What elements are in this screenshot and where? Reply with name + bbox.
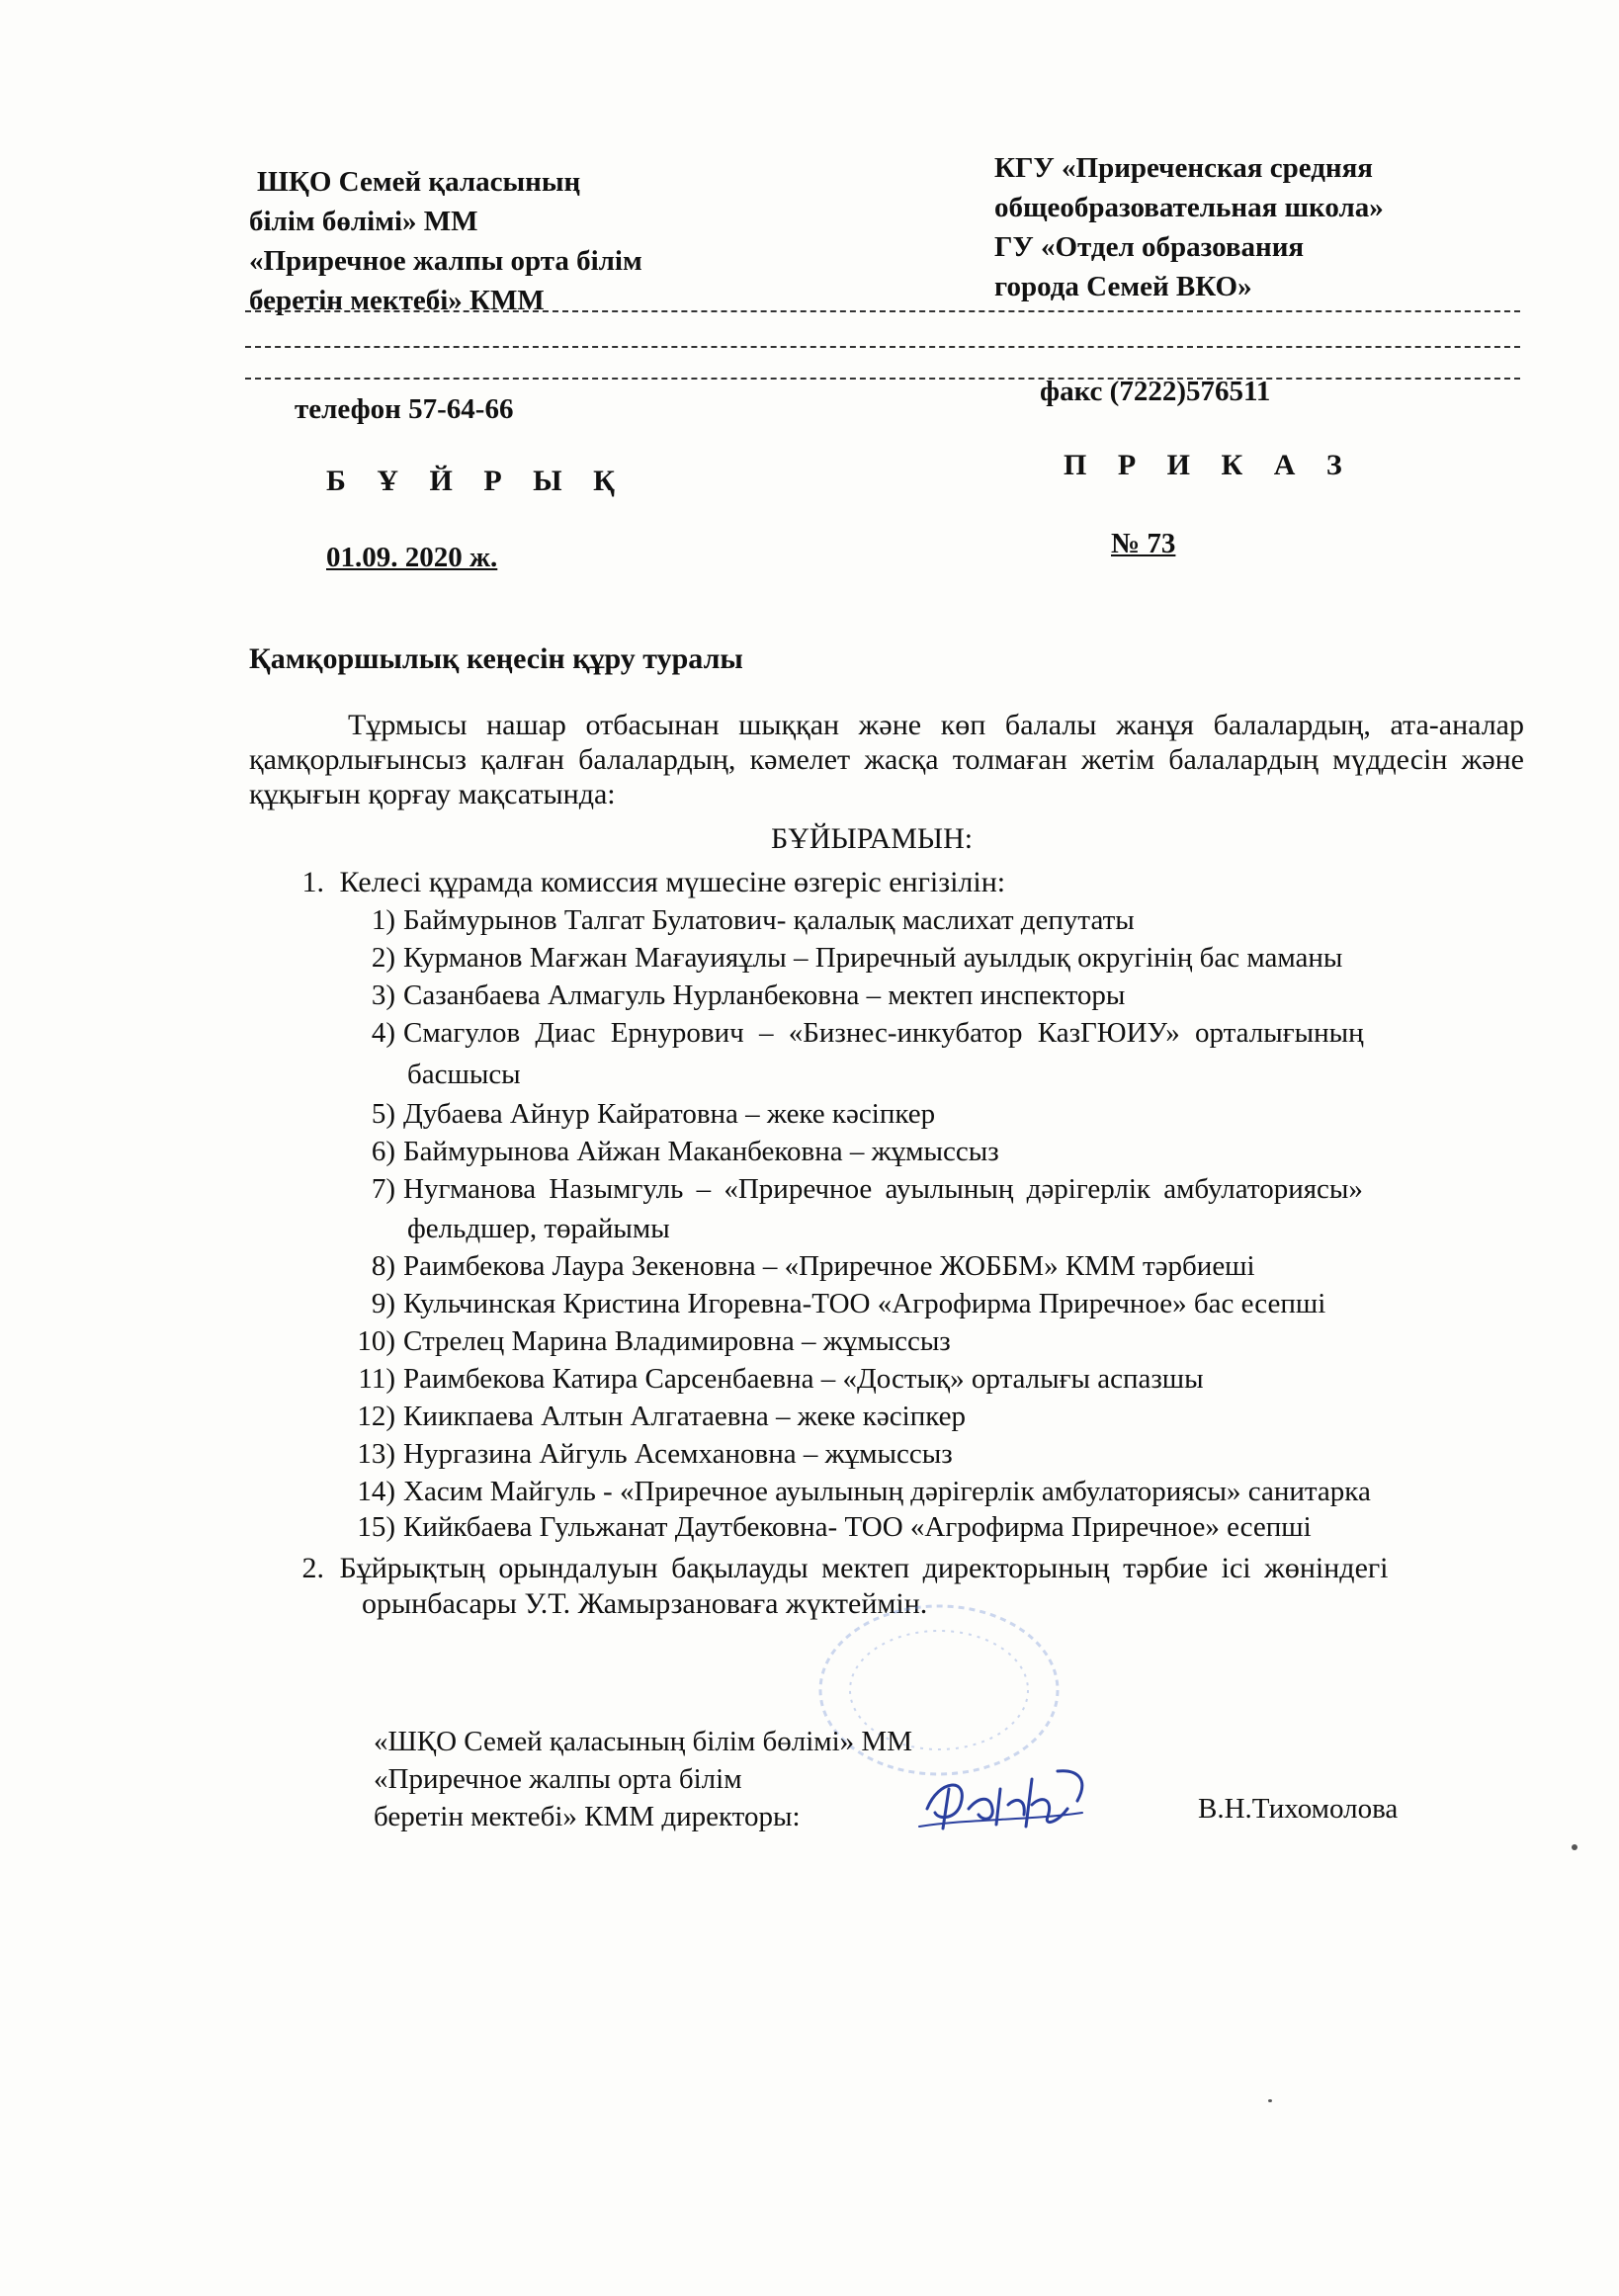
header-right-line: города Семей ВКО»	[994, 271, 1252, 302]
member-number: 4)	[371, 1017, 395, 1049]
signature-org-line2: «Приречное жалпы орта білім	[374, 1763, 742, 1795]
header-left-line: «Приречное жалпы орта білім	[249, 245, 642, 277]
member-text: Нугманова Назымгуль – «Приречное ауылының дәрігерлік амбулаториясы»	[403, 1173, 1363, 1205]
member-text: Курманов Мағжан Мағауияұлы – Приречный ауылдық округінің бас маманы	[403, 942, 1343, 974]
scan-speck	[1268, 2099, 1272, 2102]
item-text: Келесі құрамда комиссия мүшесіне өзгеріс енгізілін:	[339, 866, 1006, 898]
list-item	[356, 1135, 999, 1168]
list-item	[356, 1249, 1255, 1283]
order-subject: Қамқоршылық кеңесін құру туралы	[249, 642, 743, 675]
member-text: Дубаева Айнур Кайратовна – жеке кәсіпкер	[403, 1098, 936, 1130]
list-item	[356, 1362, 1204, 1396]
member-number: 1)	[371, 904, 395, 936]
signature-org-line1: «ШҚО Семей қаласының білім бөлімі» ММ	[374, 1726, 912, 1757]
header-divider	[245, 310, 1520, 312]
member-number: 2)	[371, 942, 395, 974]
list-item	[356, 978, 1125, 1012]
director-name: В.Н.Тихомолова	[1198, 1793, 1399, 1825]
signature-org-line3: беретін мектебі» КММ директоры:	[374, 1801, 801, 1832]
header-right	[994, 148, 1384, 306]
list-item	[356, 941, 1342, 975]
item-number: 1.	[301, 866, 324, 898]
member-number: 11)	[358, 1363, 395, 1395]
header-divider	[245, 346, 1520, 348]
header-right-line: общеобразовательная школа»	[994, 192, 1384, 223]
header-divider	[245, 378, 1520, 380]
member-number: 13)	[357, 1438, 395, 1470]
header-right-line: КГУ «Приреченская средняя	[994, 152, 1373, 184]
member-number: 6)	[371, 1136, 395, 1167]
member-number: 3)	[371, 979, 395, 1011]
order-word: БҰЙЫРАМЫН:	[771, 822, 974, 855]
item-number: 2.	[301, 1552, 324, 1584]
member-continuation: фельдшер, төрайымы	[407, 1213, 670, 1244]
phone-number: телефон 57-64-66	[295, 393, 514, 425]
preamble: Тұрмысы нашар отбасынан шыққан және көп балалы жанұя балалардың, ата-аналар қамқорлығынсыз қалған балалардың, кәмелет жасқа толмаған жетім балалардың мүддесін және құқығын қорғау мақсатында:	[249, 709, 1524, 810]
header-right-line: ГУ «Отдел образования	[994, 231, 1305, 263]
member-number: 15)	[357, 1511, 395, 1543]
member-continuation: басшысы	[407, 1059, 521, 1090]
member-text: Баймурынова Айжан Маканбековна – жұмыссыз	[403, 1136, 999, 1167]
scan-speck	[1572, 1844, 1577, 1850]
member-number: 14)	[357, 1476, 395, 1507]
member-text: Нургазина Айгуль Асемхановна – жұмыссыз	[403, 1438, 953, 1470]
item-1	[267, 866, 1005, 899]
header-left	[249, 162, 642, 320]
header-left-line: ШҚО Семей қаласының	[257, 166, 581, 198]
order-title-ru: П Р И К А З	[1064, 449, 1354, 481]
list-item	[356, 903, 1135, 937]
member-number: 8)	[371, 1250, 395, 1282]
member-text: Раимбекова Катира Сарсенбаевна – «Достық» орталығы аспазшы	[403, 1363, 1204, 1395]
order-number: № 73	[1111, 528, 1176, 559]
item-2	[267, 1552, 1389, 1585]
list-item	[356, 1016, 1364, 1050]
handwritten-signature	[909, 1749, 1107, 1858]
member-text: Киикпаева Алтын Алгатаевна – жеке кәсіпкер	[403, 1401, 966, 1432]
fax-number: факс (7222)576511	[1040, 376, 1271, 407]
member-text: Кийкбаева Гульжанат Даутбековна- ТОО «Агрофирма Приречное» есепші	[403, 1511, 1312, 1543]
member-text: Смагулов Диас Ернурович – «Бизнес-инкубатор КазГЮИУ» орталығының	[403, 1017, 1364, 1049]
header-left-line: беретін мектебі» КММ	[249, 285, 545, 316]
member-number: 12)	[357, 1401, 395, 1432]
member-text: Раимбекова Лаура Зекеновна – «Приречное ЖОББМ» КММ тәрбиеші	[403, 1250, 1255, 1282]
member-number: 5)	[371, 1098, 395, 1130]
member-text: Стрелец Марина Владимировна – жұмыссыз	[403, 1325, 951, 1357]
list-item	[356, 1287, 1325, 1320]
order-title-kz: Б Ұ Й Р Ы Қ	[326, 465, 627, 497]
member-text: Баймурынов Талгат Булатович- қалалық маслихат депутаты	[403, 904, 1135, 936]
member-text: Сазанбаева Алмагуль Нурланбековна – мектеп инспекторы	[403, 979, 1126, 1011]
header-left-line: білім бөлімі» ММ	[249, 206, 478, 237]
list-item	[356, 1475, 1371, 1508]
item-2-continuation: орынбасары У.Т. Жамырзановаға жүктеймін.	[362, 1587, 928, 1620]
member-number: 9)	[371, 1288, 395, 1319]
item-text: Бұйрықтың орындалуын бақылауды мектеп директорының тәрбие ісі жөніндегі	[339, 1552, 1389, 1584]
list-item	[356, 1097, 935, 1131]
list-item	[356, 1437, 953, 1471]
order-date: 01.09. 2020 ж.	[326, 542, 498, 573]
member-number: 10)	[357, 1325, 395, 1357]
member-text: Кульчинская Кристина Игоревна-ТОО «Агрофирма Приречное» бас есепші	[403, 1288, 1326, 1319]
list-item	[356, 1172, 1363, 1206]
list-item	[356, 1324, 951, 1358]
member-text: Хасим Майгуль - «Приречное ауылының дәрігерлік амбулаториясы» санитарка	[403, 1476, 1371, 1507]
list-item	[356, 1400, 966, 1433]
member-number: 7)	[371, 1173, 395, 1205]
list-item	[356, 1510, 1312, 1544]
